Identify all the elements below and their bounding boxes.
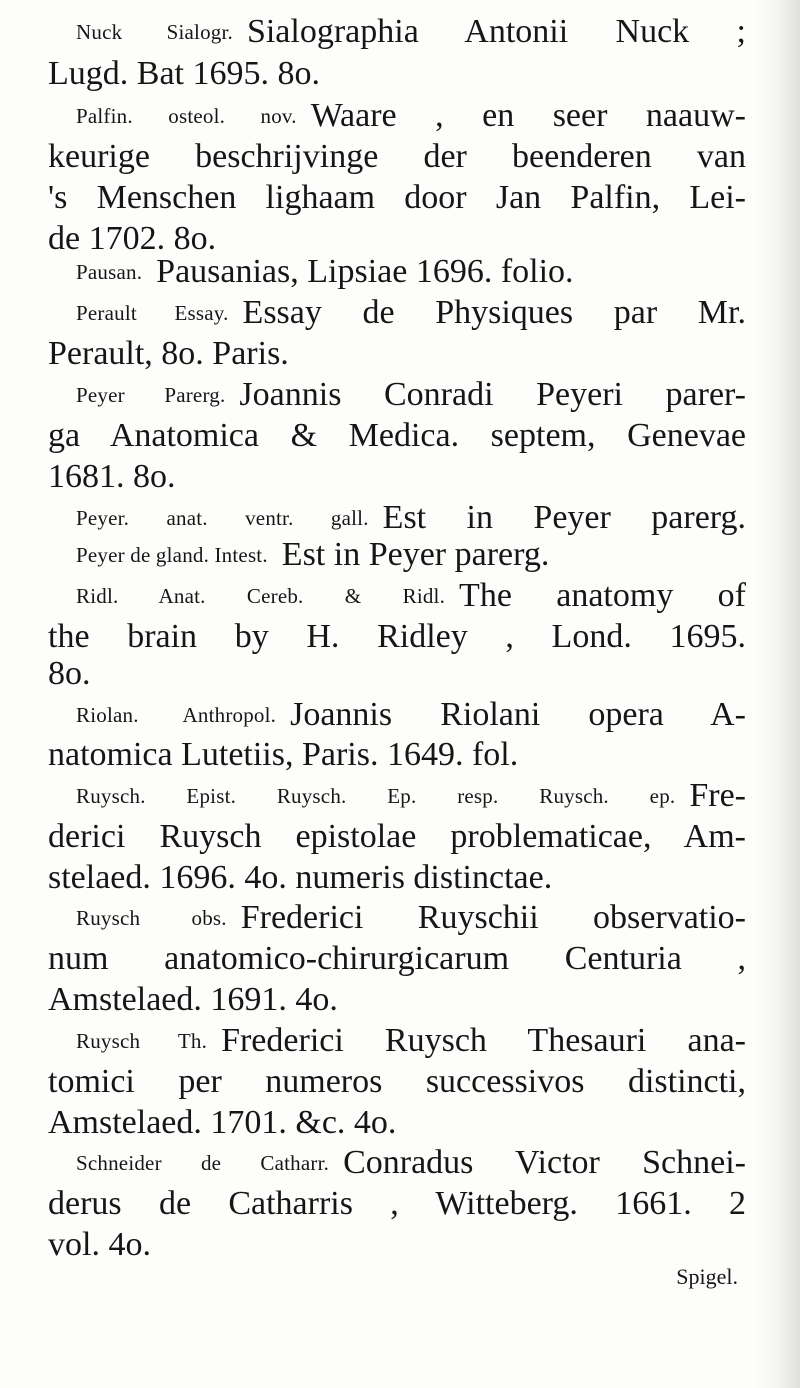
entry-line: 1681. 8o. [48, 458, 176, 495]
entry-text: Conradus Victor Schnei- [343, 1144, 746, 1181]
entry-line: stelaed. 1696. 4o. numeris distinctae. [48, 859, 553, 896]
entry-line: the brain by H. Ridley , Lond. 1695. [48, 618, 746, 655]
entry-line [48, 252, 746, 292]
entry-line [48, 293, 746, 333]
entry-line [48, 776, 746, 816]
entry-abbreviation: Peyer Parerg. [76, 383, 226, 407]
entry-line: natomica Lutetiis, Paris. 1649. fol. [48, 736, 519, 773]
entry-line: 8o. [48, 655, 91, 692]
entry-line [48, 498, 746, 538]
entry-abbreviation: Peyer de gland. Intest. [76, 543, 268, 567]
entry-line: derus de Catharris , Witteberg. 1661. 2 [48, 1185, 746, 1222]
entry-line: tomici per numeros successivos distincti, [48, 1063, 746, 1100]
entry-line [48, 12, 746, 52]
entry-line [48, 695, 746, 735]
entry-text: Fre- [689, 777, 746, 814]
entry-text: Pausanias, Lipsiae 1696. folio. [156, 253, 574, 290]
entry-abbreviation: Ruysch Th. [76, 1029, 208, 1053]
entry-line: ga Anatomica & Medica. septem, Genevae [48, 417, 746, 454]
entry-text: Joannis Riolani opera A- [290, 696, 746, 733]
entry-line: num anatomico-chirurgicarum Centuria , [48, 940, 746, 977]
entry-text: Essay de Physiques par Mr. [242, 294, 746, 331]
entry-line [48, 1143, 746, 1183]
entry-line [48, 1021, 746, 1061]
entry-text: Frederici Ruysch Thesauri ana- [221, 1022, 746, 1059]
entry-abbreviation: Palfin. osteol. nov. [76, 104, 297, 128]
entry-line: Lugd. Bat 1695. 8o. [48, 55, 320, 92]
catchword: Spigel. [676, 1264, 738, 1289]
page-edge-shadow [754, 0, 800, 1388]
entry-text: Frederici Ruyschii observatio- [240, 899, 747, 936]
entry-line: Amstelaed. 1691. 4o. [48, 981, 338, 1018]
entry-line: derici Ruysch epistolae problematicae, Am- [48, 818, 746, 855]
entry-abbreviation: Nuck Sialogr. [76, 20, 233, 44]
entry-abbreviation: Ruysch obs. [76, 906, 227, 930]
entry-text: Sialographia Antonii Nuck ; [246, 13, 746, 50]
entry-line [48, 96, 746, 136]
entry-abbreviation: Riolan. Anthropol. [76, 703, 277, 727]
entry-text: Joannis Conradi Peyeri parer- [239, 376, 746, 413]
entry-abbreviation: Perault Essay. [76, 301, 229, 325]
entry-line: Perault, 8o. Paris. [48, 335, 289, 372]
entry-line [48, 535, 746, 575]
entry-line [48, 375, 746, 415]
entry-line: 's Menschen lighaam door Jan Palfin, Lei- [48, 179, 746, 216]
entry-text: Est in Peyer parerg. [382, 499, 746, 536]
entry-text: Est in Peyer parerg. [281, 536, 550, 573]
entry-line: de 1702. 8o. [48, 220, 217, 257]
entry-text: Waare , en seer naauw- [310, 97, 746, 134]
entry-line [48, 898, 746, 938]
entry-abbreviation: Peyer. anat. ventr. gall. [76, 506, 369, 530]
entry-line: vol. 4o. [48, 1226, 151, 1263]
entry-line: keurige beschrijvinge der beenderen van [48, 138, 746, 175]
entry-abbreviation: Schneider de Catharr. [76, 1151, 330, 1175]
entry-abbreviation: Ridl. Anat. Cereb. & Ridl. [76, 584, 446, 608]
entry-line [48, 576, 746, 616]
entry-abbreviation: Ruysch. Epist. Ruysch. Ep. resp. Ruysch. ep. [76, 784, 676, 808]
entry-abbreviation: Pausan. [76, 260, 143, 284]
entry-text: The anatomy of [459, 577, 746, 614]
entry-line: Amstelaed. 1701. &c. 4o. [48, 1104, 397, 1141]
